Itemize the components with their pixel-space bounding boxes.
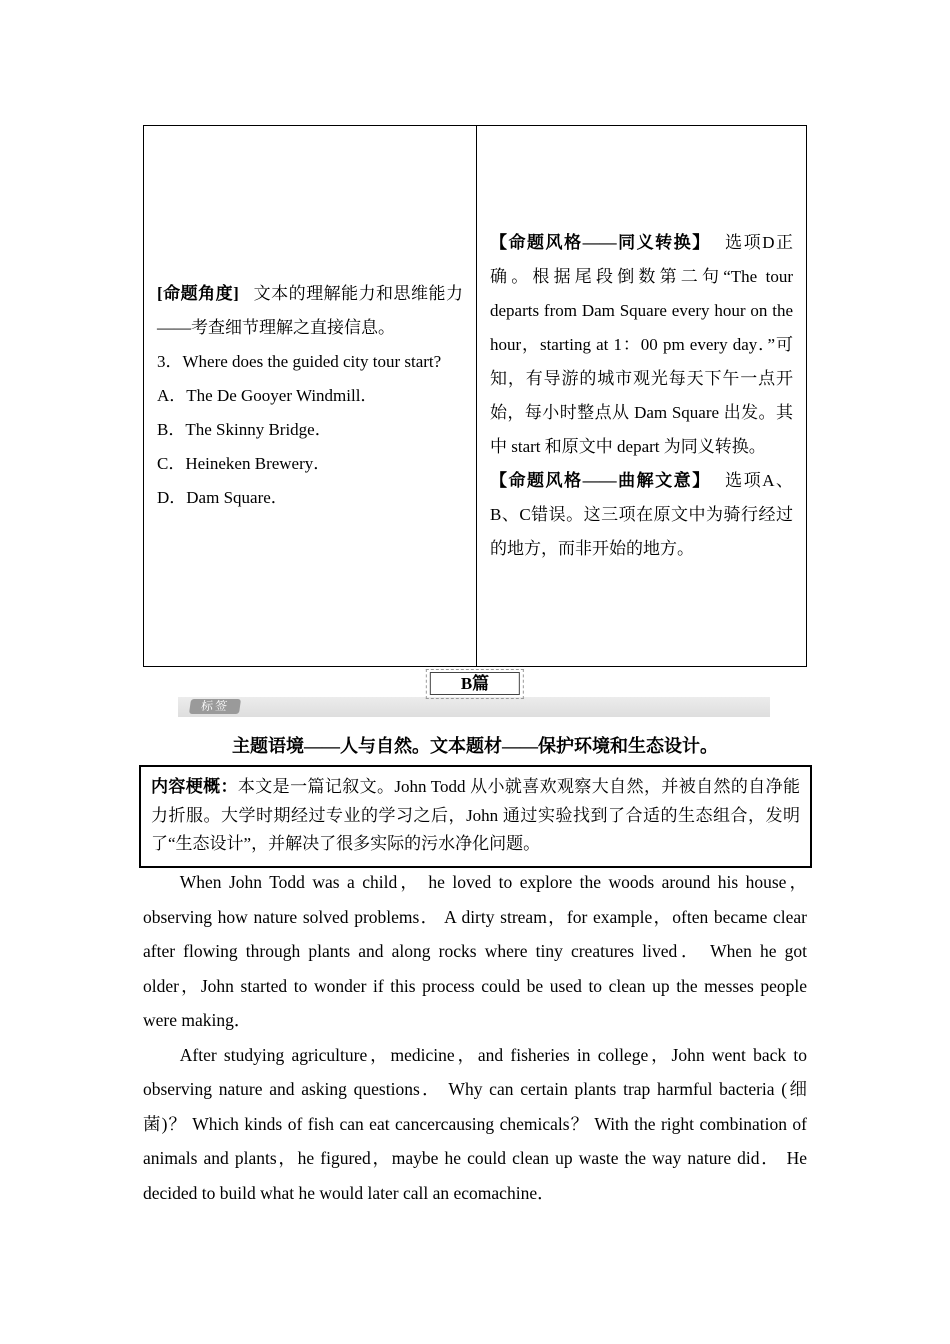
- option-a: A．The De Gooyer Windmill．: [157, 386, 378, 405]
- analysis-block-1: [490, 226, 793, 464]
- summary-box: [139, 765, 812, 868]
- analysis-label-distortion: 【命题风格——曲解文意】: [490, 471, 711, 490]
- article-paragraph-2: After studying agriculture，medicine，and fisheries in college，John went back to observing nature and asking questions． Why can certain plants trap harmful bacteria (细菌)？ Which kinds of fish can eat cancercausing chemicals？ With the right combination of animals and plants，he figured，maybe he could clean up waste the way nature did． He decided to build what he would later call an ecomachine．: [143, 1044, 807, 1203]
- analysis-cell: [477, 126, 806, 666]
- question-angle-text: 文本的理解能力和思维能力——考查细节理解之直接信息。: [157, 284, 463, 337]
- tag-label: 标签: [189, 699, 241, 714]
- analysis-block-2: [490, 464, 793, 566]
- summary-line: [151, 773, 800, 859]
- section-b-badge: B篇: [430, 672, 520, 695]
- analysis-text-distortion: 选项A、B、C错误。这三项在原文中为骑行经过的地方，而非开始的地方。: [490, 471, 794, 558]
- option-c: C．Heineken Brewery．: [157, 454, 331, 473]
- summary-label: 内容梗概：: [151, 777, 238, 796]
- option-b: B．The Skinny Bridge．: [157, 420, 332, 439]
- analysis-label-synonym: 【命题风格——同义转换】: [490, 233, 711, 252]
- question-angle-line: [157, 277, 463, 345]
- question-text: 3．Where does the guided city tour start?: [157, 352, 442, 371]
- analysis-text-synonym: 选项D正确。根据尾段倒数第二句“The tour departs from Dam Square every hour on the hour，starting at 1：00 pm every day．”可知，有导游的城市观光每天下午一点开始，每小时整点从 Dam Square 出发。其中 start 和原文中 depart 为同义转换。: [490, 233, 794, 456]
- summary-text: 本文是一篇记叙文。John Todd 从小就喜欢观察大自然，并被自然的自净能力折服。大学时期经过专业的学习之后，John 通过实验找到了合适的生态组合，发明了“生态设计”，并解决了很多实际的污水净化问题。: [151, 777, 801, 853]
- tag-bar: [178, 697, 770, 717]
- article-paragraph-1: When John Todd was a child， he loved to explore the woods around his house，observing how nature solved problems． A dirty stream，for example，often became clear after flowing through plants and along rocks where tiny creatures lived． When he got older，John started to wonder if this process could be used to clean up the messes people were making．: [143, 872, 807, 1030]
- question-angle-label: [命题角度]: [157, 284, 239, 303]
- theme-heading: 主题语境——人与自然。文本题材——保护环境和生态设计。: [232, 736, 718, 756]
- article-body: [143, 865, 807, 1210]
- option-d: D．Dam Square．: [157, 488, 288, 507]
- question-cell: [144, 126, 477, 666]
- exam-analysis-table: [143, 125, 807, 667]
